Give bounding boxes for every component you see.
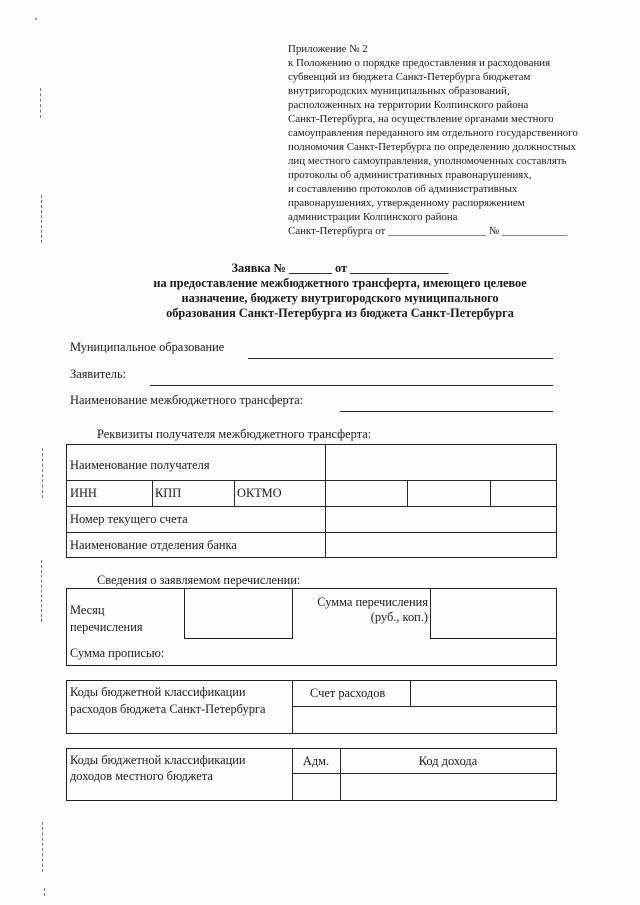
appendix-line: правонарушениях, утвержденному распоряжением [288, 197, 525, 209]
appendix-line: Санкт-Петербурга от __________________ № ____________ [288, 225, 568, 237]
appendix-line: к Положению о порядке предоставления и расходования [288, 57, 551, 69]
appendix-line: внутригородских муниципальных образований, [288, 85, 510, 97]
appendix-line: самоуправления переданного им отдельного государственного [288, 127, 578, 139]
expense-codes-label: Коды бюджетной классификации [70, 685, 246, 699]
scan-mark [35, 18, 37, 20]
scan-mark [40, 88, 41, 118]
transfer-name-label: Наименование межбюджетного трансферта: [70, 393, 304, 407]
title-line: образования Санкт-Петербурга из бюджета Санкт-Петербурга [166, 306, 514, 320]
title-line: на предоставление межбюджетного трансферта, имеющего целевое [153, 276, 527, 290]
month-label: перечисления [70, 620, 143, 634]
kpp-label: КПП [155, 486, 182, 500]
month-box [184, 588, 293, 639]
applicant-blank-line [150, 385, 553, 386]
municipality-blank-line [248, 358, 553, 359]
expense-account-label: Счет расходов [310, 686, 386, 700]
month-label: Месяц [70, 603, 105, 617]
table-row-divider [66, 506, 556, 507]
scan-mark [41, 195, 42, 243]
oktmo-label: ОКТМО [237, 486, 282, 500]
table-row-divider [66, 480, 556, 481]
table-row-divider [292, 773, 556, 774]
bank-label: Наименование отделения банка [70, 538, 237, 552]
sum-box [430, 588, 557, 639]
table-column-divider [407, 480, 408, 506]
transfer-heading: Сведения о заявляемом перечислении: [97, 573, 301, 587]
table-column-divider [490, 480, 491, 506]
title-line: Заявка № _______ от ________________ [231, 261, 449, 275]
appendix-line: расположенных на территории Колпинского района [288, 99, 529, 111]
document-title [90, 261, 590, 321]
sum-label: Сумма перечисления [317, 595, 428, 609]
table-column-divider [152, 480, 153, 506]
income-codes-label: доходов местного бюджета [70, 769, 213, 783]
appendix-line: полномочия Санкт-Петербурга по определению должностных [288, 141, 577, 153]
appendix-line: и составлению протоколов об административных [288, 183, 518, 195]
title-line: назначение, бюджету внутригородского муниципального [181, 291, 499, 305]
appendix-line: субвенций из бюджета Санкт-Петербурга бюджетам [288, 71, 531, 83]
appendix-header [288, 42, 578, 238]
adm-column-header: Адм. [302, 754, 330, 768]
appendix-line: лиц местного самоуправления, уполномоченных составлять [288, 155, 567, 167]
expense-codes-label: расходов бюджета Санкт-Петербурга [70, 702, 266, 716]
income-codes-label: Коды бюджетной классификации [70, 753, 246, 767]
appendix-line: Санкт-Петербурга, на осуществление органами местного [288, 113, 554, 125]
sum-unit-label: (руб., коп.) [370, 610, 428, 624]
table-column-divider [410, 680, 411, 706]
scan-mark [42, 822, 43, 872]
recipient-name-label: Наименование получателя [70, 458, 210, 472]
appendix-line: Приложение № 2 [288, 43, 368, 55]
applicant-label: Заявитель: [70, 367, 127, 381]
account-label: Номер текущего счета [70, 512, 188, 526]
table-row-divider [66, 532, 556, 533]
sum-words-label: Сумма прописью: [70, 646, 165, 660]
recipient-heading: Реквизиты получателя межбюджетного трансферта: [97, 427, 372, 441]
scan-mark [41, 560, 42, 622]
inn-label: ИНН [70, 486, 97, 500]
transfer-name-blank-line [340, 411, 553, 412]
scan-mark [44, 888, 45, 896]
income-code-column-header: Код дохода [418, 754, 478, 768]
appendix-line: администрации Колпинского района [288, 211, 458, 223]
municipality-label: Муниципальное образование [70, 340, 225, 354]
table-column-divider [234, 480, 235, 506]
scan-mark [42, 448, 43, 498]
table-column-divider [325, 444, 326, 557]
appendix-line: протоколы об административных правонарушениях, [288, 169, 532, 181]
table-row-divider [292, 706, 556, 707]
